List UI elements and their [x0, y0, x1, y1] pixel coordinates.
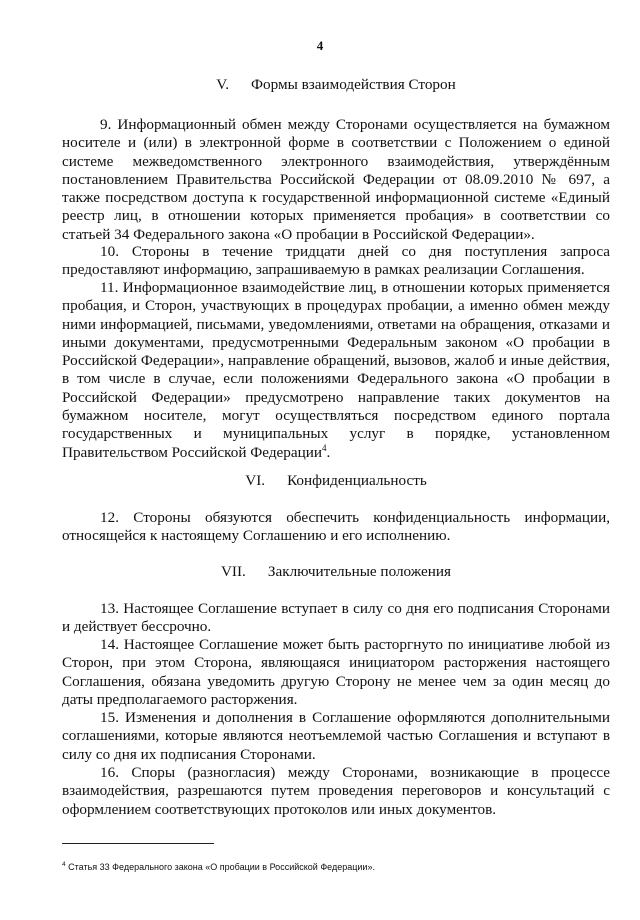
- section-title: Формы взаимодействия Сторон: [251, 76, 456, 93]
- section-heading-7: [62, 563, 610, 581]
- section-number: VII.: [220, 563, 246, 580]
- section-number: VI.: [245, 472, 266, 489]
- footnote: [62, 862, 610, 873]
- footnote-marker: 4: [62, 861, 66, 868]
- paragraph-15: 15. Изменения и дополнения в Соглашение оформляются дополнительными соглашениями, которые являются неотъемлемой частью Соглашения и вступают в силу со дня их подписания Сторонами.: [62, 709, 610, 763]
- page-number: 4: [316, 38, 324, 53]
- section-number: V.: [216, 76, 230, 93]
- paragraph-11: 11. Информационное взаимодействие лиц, в отношении которых применяется пробация, и Сторон, участвующих в процедурах пробации, а именно обмен между ними информацией, письмами, уведомлениями, ответами на обращения, отказами и иными документами, предусмотренными Федеральным законом «О пробации в Российской Федерации», направление обращений, вызовов, жалоб и иные действия, в том числе в случае, если положениями Федерального закона «О пробации в Российской Федерации» предусмотрено направление таких документов на бумажном носителе, могут осуществляться посредством единого портала государственных и муниципальных услуг в порядке, установленном Правительством Российской Федерации$^4$.: [62, 279, 610, 461]
- section-heading-5: [62, 76, 610, 94]
- paragraph-10: 10. Стороны в течение тридцати дней со дня поступления запроса предоставляют информацию, запрашиваемую в рамках реализации Соглашения.: [62, 243, 610, 279]
- section-title: Конфиденциальность: [287, 472, 427, 489]
- paragraph-12: 12. Стороны обязуются обеспечить конфиденциальность информации, относящейся к настоящему Соглашению и его исполнению.: [62, 509, 610, 545]
- footnote-text: Статья 33 Федерального закона «О пробации в Российской Федерации».: [68, 862, 375, 872]
- section-title: Заключительные положения: [267, 563, 452, 580]
- footnote-separator: [62, 843, 214, 844]
- section-heading-6: [62, 472, 610, 490]
- paragraph-16: 16. Споры (разногласия) между Сторонами, возникающие в процессе взаимодействия, разрешаются путем проведения переговоров и консультаций с оформлением соответствующих протоколов или иных документов.: [62, 764, 610, 818]
- paragraph-14: 14. Настоящее Соглашение может быть расторгнуто по инициативе любой из Сторон, при этом Сторона, являющаяся инициатором расторжения настоящего Соглашения, обязана уведомить другую Сторону не менее чем за один месяц до даты предполагаемого расторжения.: [62, 636, 610, 708]
- paragraph-11-text: 11. Информационное взаимодействие лиц, в отношении которых применяется пробация, и Сторон, участвующих в процедурах пробации, а именно обмен между ними информацией, письмами, уведомлениями, ответами на обращения, отказами и иными документами, предусмотренными Федеральным законом «О пробации в Российской Федерации», направление обращений, вызовов, жалоб и иные действия, в том числе в случае, если положениями Федерального закона «О пробации в Российской Федерации» предусмотрено направление таких документов на бумажном носителе, могут осуществляться посредством единого портала государственных и муниципальных услуг в порядке, установленном Правительством Российской Федерации: [62, 279, 610, 461]
- footnote-reference: 4: [322, 442, 327, 453]
- paragraph-13: 13. Настоящее Соглашение вступает в силу со дня его подписания Сторонами и действует бессрочно.: [62, 600, 610, 636]
- paragraph-9: 9. Информационный обмен между Сторонами осуществляется на бумажном носителе и (или) в электронной форме в соответствии с Положением о единой системе межведомственного электронного взаимодействия, утверждённым постановлением Правительства Российской Федерации от 08.09.2010 № 697, а также посредством доступа к государственной информационной системе «Единый реестр лиц, в отношении которых применяется пробация» в соответствии со статьей 34 Федерального закона «О пробации в Российской Федерации».: [62, 116, 610, 243]
